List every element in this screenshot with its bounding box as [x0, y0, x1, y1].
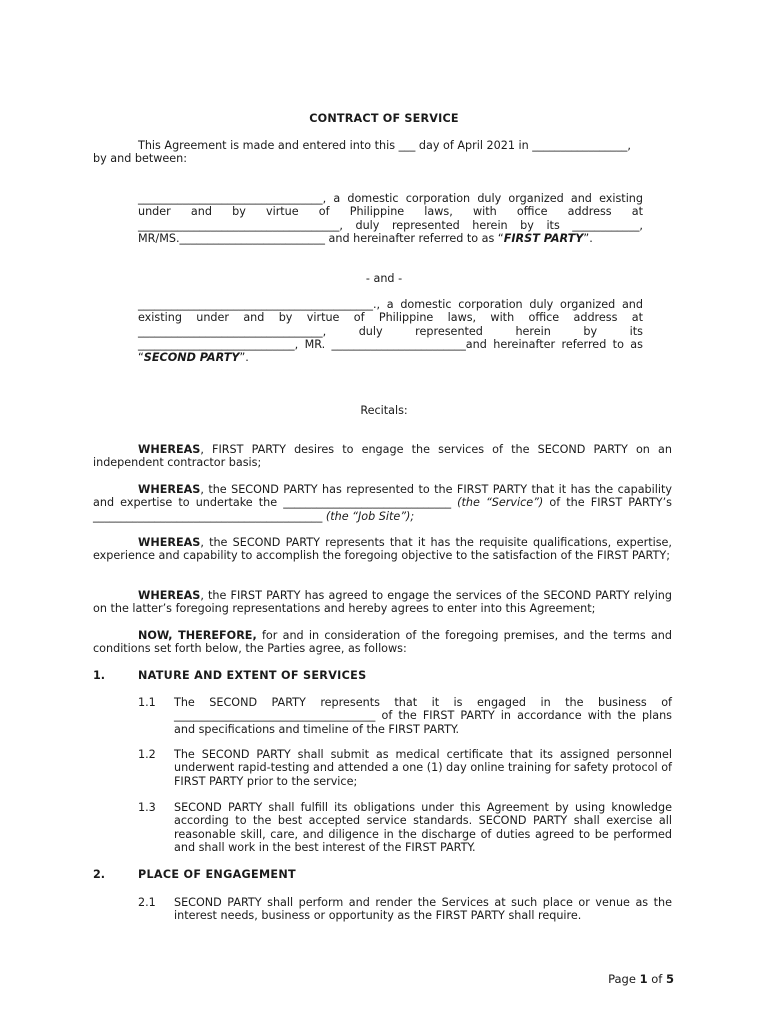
second-party-label: SECOND PARTY [143, 351, 240, 365]
whereas-paragraph-1 [93, 443, 672, 470]
section-title: PLACE OF ENGAGEMENT [138, 868, 296, 881]
now-therefore-text: for and in consideration of the foregoing premises, and the terms and conditions set forth below, the Parties agree, as follows: [93, 629, 672, 656]
page-number [608, 972, 674, 986]
and-divider: - and - [365, 272, 403, 285]
whereas-lead: WHEREAS [138, 589, 201, 602]
intro-line-2: by and between: [93, 152, 188, 166]
recitals-heading: Recitals: [360, 404, 408, 417]
section-number: 1. [93, 669, 106, 682]
clause-number: 1.3 [138, 801, 156, 814]
whereas-text-mid: of the FIRST PARTY’s _________________________________________ [93, 496, 672, 523]
whereas-text: , the SECOND PARTY represents that it has the requisite qualifications, expertise, experience and capability to accomplish the foregoing objective to the satisfaction of the FIRST PARTY; [93, 536, 672, 563]
second-party-paragraph [138, 298, 643, 364]
whereas-text: , the FIRST PARTY has agreed to engage the services of the SECOND PARTY relying on the latter’s foregoing representations and hereby agrees to enter into this Agreement; [93, 589, 672, 616]
whereas-paragraph-2 [93, 483, 672, 523]
of-word: of [651, 972, 663, 986]
page-total: 5 [665, 972, 674, 986]
clause-number: 1.1 [138, 696, 156, 709]
section-number: 2. [93, 868, 106, 881]
whereas-paragraph-3 [93, 536, 672, 563]
first-party-label: FIRST PARTY [503, 231, 584, 245]
whereas-lead: WHEREAS [138, 536, 201, 549]
now-therefore-lead: NOW, THEREFORE, [138, 629, 257, 642]
whereas-paragraph-4 [93, 589, 672, 616]
job-site-term: (the “Job Site”); [325, 509, 415, 523]
whereas-lead: WHEREAS [138, 483, 201, 496]
intro-line-1: This Agreement is made and entered into this ___ day of April 2021 in _________________, [138, 139, 631, 152]
page-current: 1 [639, 972, 648, 986]
service-term: (the “Service”) [457, 496, 544, 510]
section-title: NATURE AND EXTENT OF SERVICES [138, 669, 367, 682]
second-party-text: __________________________________________., a domestic corporation duly organized and existing under and by virtue of Philippine laws, with office address at _________________________________, duly represented herein by its ____________________________, MR. ________________________and hereinafter referred to as “ [138, 298, 643, 365]
document-title: CONTRACT OF SERVICE [309, 112, 459, 125]
clause-number: 2.1 [138, 896, 156, 909]
whereas-text: , the SECOND PARTY has represented to the FIRST PARTY that it has the capability and expertise to undertake the ______________________________ [93, 483, 672, 510]
clause-text: SECOND PARTY shall fulfill its obligations under this Agreement by using knowledge according to the best accepted service standards. SECOND PARTY shall exercise all reasonable skill, care, and diligence in the discharge of duties agreed to be performed and shall work in the best interest of the FIRST PARTY. [174, 801, 672, 854]
first-party-end: ”. [583, 231, 593, 245]
whereas-lead: WHEREAS [138, 443, 201, 456]
clause-text: The SECOND PARTY shall submit as medical certificate that its assigned personnel underwent rapid-testing and attended a one (1) day online training for safety protocol of FIRST PARTY prior to the service; [174, 748, 672, 788]
intro-paragraph [93, 139, 672, 166]
clause-text: SECOND PARTY shall perform and render the Services at such place or venue as the interest needs, business or opportunity as the FIRST PARTY shall require. [174, 896, 672, 923]
whereas-text: , FIRST PARTY desires to engage the services of the SECOND PARTY on an independent contractor basis; [93, 443, 672, 470]
page-word: Page [608, 972, 636, 986]
now-therefore-paragraph [93, 629, 672, 656]
first-party-paragraph [138, 192, 643, 245]
clause-number: 1.2 [138, 748, 156, 761]
first-party-text: _________________________________, a domestic corporation duly organized and existing under and by virtue of Philippine laws, with office address at ____________________________________, duly represented herein by its ____________, MR/MS.__________________________ and hereinafter referred to as “ [138, 192, 643, 245]
second-party-end: ”. [239, 351, 249, 365]
clause-text: The SECOND PARTY represents that it is engaged in the business of ____________________________________ of the FIRST PARTY in accordance with the plans and specifications and timeline of the FIRST PARTY. [174, 696, 672, 736]
